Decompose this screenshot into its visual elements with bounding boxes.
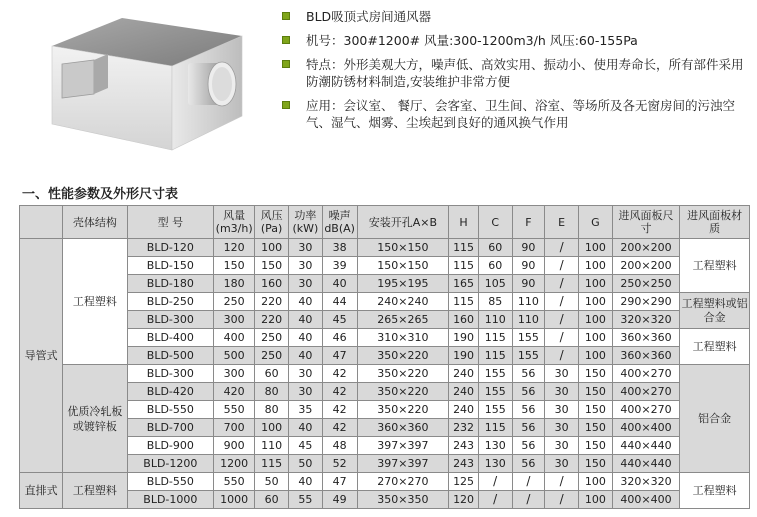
table-cell: 240 [449, 365, 479, 383]
table-cell: 320×320 [612, 473, 680, 491]
table-row [20, 311, 750, 329]
table-cell: 110 [255, 437, 289, 455]
table-row [20, 455, 750, 473]
table-cell: 85 [478, 293, 512, 311]
table-cell: 243 [449, 455, 479, 473]
table-cell: 100 [579, 491, 613, 509]
table-cell: 550 [214, 473, 255, 491]
table-cell: 30 [288, 275, 322, 293]
table-cell: 350×220 [357, 383, 449, 401]
table-cell: BLD-400 [127, 329, 214, 347]
table-cell: 160 [449, 311, 479, 329]
table-cell: 56 [512, 401, 545, 419]
table-row [20, 275, 750, 293]
table-cell: 130 [478, 437, 512, 455]
table-cell: 155 [478, 365, 512, 383]
table-cell: / [545, 329, 579, 347]
table-cell: 40 [288, 293, 322, 311]
table-cell: 195×195 [357, 275, 449, 293]
header-pressure: 风压(Pa) [255, 206, 289, 239]
table-cell: 50 [255, 473, 289, 491]
table-cell: 46 [322, 329, 357, 347]
table-row [20, 329, 750, 347]
table-cell: 115 [255, 455, 289, 473]
table-cell: 40 [288, 473, 322, 491]
material-b: 工程塑料或铝合金 [680, 293, 750, 329]
table-cell: 56 [512, 419, 545, 437]
table-cell: 90 [512, 239, 545, 257]
table-cell: 40 [288, 329, 322, 347]
table-cell: 155 [512, 329, 545, 347]
table-cell: 100 [579, 473, 613, 491]
table-cell: 100 [579, 329, 613, 347]
header-g: G [579, 206, 613, 239]
table-cell: 150 [579, 455, 613, 473]
feature-text: 应用：会议室、 餐厅、会客室、卫生间、浴室、等场所及各无窗房间的污浊空气、湿气、烟雾、尘埃起到良好的通风换气作用 [306, 98, 735, 130]
bullet-icon [282, 36, 290, 44]
table-row [20, 257, 750, 275]
table-cell: 115 [478, 419, 512, 437]
table-cell: / [512, 491, 545, 509]
table-row [20, 401, 750, 419]
table-cell: 100 [579, 275, 613, 293]
header-inlet-size: 进风面板尺 寸 [612, 206, 680, 239]
table-cell: BLD-300 [127, 365, 214, 383]
table-cell: 115 [478, 329, 512, 347]
table-row [20, 293, 750, 311]
header-e: E [545, 206, 579, 239]
section-title: 一、性能参数及外形尺寸表 [22, 187, 179, 202]
feature-item [282, 97, 752, 131]
table-row [20, 383, 750, 401]
table-cell: 300 [214, 311, 255, 329]
table-cell: 350×350 [357, 491, 449, 509]
table-cell: 100 [579, 239, 613, 257]
table-cell: 115 [478, 347, 512, 365]
table-cell: 550 [214, 401, 255, 419]
feature-item [282, 56, 752, 90]
table-cell: 240 [449, 383, 479, 401]
table-cell: 30 [288, 383, 322, 401]
header-c: C [478, 206, 512, 239]
bullet-icon [282, 12, 290, 20]
table-cell: 90 [512, 257, 545, 275]
table-row [20, 491, 750, 509]
group-duct: 导管式 [20, 239, 63, 473]
table-cell: 220 [255, 293, 289, 311]
shell-cold-rolled-steel: 优质冷轧板或镀锌板 [63, 365, 127, 473]
table-cell: BLD-1000 [127, 491, 214, 509]
table-cell: 120 [214, 239, 255, 257]
table-cell: 56 [512, 437, 545, 455]
header-model: 型 号 [127, 206, 214, 239]
table-cell: 55 [288, 491, 322, 509]
spec-table [19, 205, 750, 509]
table-cell: 44 [322, 293, 357, 311]
table-cell: 150 [579, 383, 613, 401]
table-cell: / [545, 473, 579, 491]
table-cell: 35 [288, 401, 322, 419]
table-cell: 30 [288, 365, 322, 383]
table-cell: BLD-420 [127, 383, 214, 401]
table-cell: 30 [288, 239, 322, 257]
table-cell: 440×440 [612, 437, 680, 455]
table-cell: 100 [579, 293, 613, 311]
table-cell: 125 [449, 473, 479, 491]
table-cell: 240 [449, 401, 479, 419]
table-cell: 110 [512, 311, 545, 329]
table-header-row [20, 206, 750, 239]
table-cell: 100 [255, 239, 289, 257]
table-cell: 130 [478, 455, 512, 473]
table-cell: 40 [288, 419, 322, 437]
header-h: H [449, 206, 479, 239]
table-cell: 150 [255, 257, 289, 275]
table-cell: 265×265 [357, 311, 449, 329]
table-cell: 30 [545, 437, 579, 455]
material-d: 铝合金 [680, 365, 750, 473]
header-power: 功率(kW) [288, 206, 322, 239]
table-cell: 250 [214, 293, 255, 311]
table-cell: 49 [322, 491, 357, 509]
table-cell: 60 [255, 365, 289, 383]
table-cell: 150 [579, 437, 613, 455]
table-cell: 150×150 [357, 239, 449, 257]
table-cell: 300 [214, 365, 255, 383]
table-row [20, 365, 750, 383]
table-cell: 30 [545, 383, 579, 401]
feature-text: 特点：外形美观大方，噪声低、高效实用、振动小、使用寿命长，所有部件采用防潮防锈材料制造,安装维护非常方便 [306, 57, 744, 89]
table-cell: 45 [322, 311, 357, 329]
table-cell: 420 [214, 383, 255, 401]
table-cell: 180 [214, 275, 255, 293]
table-cell: 52 [322, 455, 357, 473]
table-cell: 220 [255, 311, 289, 329]
table-cell: 320×320 [612, 311, 680, 329]
table-cell: 350×220 [357, 401, 449, 419]
table-cell: 440×440 [612, 455, 680, 473]
table-cell: / [478, 491, 512, 509]
table-cell: 105 [478, 275, 512, 293]
table-cell: 397×397 [357, 437, 449, 455]
bullet-icon [282, 101, 290, 109]
table-cell: 100 [579, 311, 613, 329]
table-cell: 397×397 [357, 455, 449, 473]
table-cell: 30 [545, 365, 579, 383]
table-cell: 700 [214, 419, 255, 437]
table-cell: 80 [255, 383, 289, 401]
table-cell: / [545, 347, 579, 365]
table-cell: 40 [288, 311, 322, 329]
table-cell: BLD-150 [127, 257, 214, 275]
table-cell: 38 [322, 239, 357, 257]
table-cell: 115 [449, 239, 479, 257]
table-cell: 115 [449, 257, 479, 275]
table-cell: 400×270 [612, 401, 680, 419]
table-cell: 400×270 [612, 365, 680, 383]
table-cell: 250 [255, 329, 289, 347]
table-cell: 400 [214, 329, 255, 347]
header-noise: 噪声dB(A) [322, 206, 357, 239]
table-cell: 310×310 [357, 329, 449, 347]
table-cell: 30 [545, 401, 579, 419]
table-cell: BLD-120 [127, 239, 214, 257]
table-cell: 56 [512, 365, 545, 383]
table-cell: / [545, 257, 579, 275]
table-cell: BLD-500 [127, 347, 214, 365]
table-cell: 250 [255, 347, 289, 365]
table-cell: 360×360 [612, 329, 680, 347]
feature-item [282, 8, 752, 25]
table-cell: 56 [512, 455, 545, 473]
table-cell: / [545, 275, 579, 293]
table-cell: 110 [478, 311, 512, 329]
feature-item [282, 32, 752, 49]
table-row [20, 437, 750, 455]
table-cell: / [545, 293, 579, 311]
table-cell: BLD-550 [127, 473, 214, 491]
table-cell: BLD-180 [127, 275, 214, 293]
product-image [22, 8, 260, 158]
header-airflow: 风量(m3/h) [214, 206, 255, 239]
table-cell: 80 [255, 401, 289, 419]
table-cell: 1200 [214, 455, 255, 473]
table-cell: 120 [449, 491, 479, 509]
material-c: 工程塑料 [680, 329, 750, 365]
table-cell: 350×220 [357, 347, 449, 365]
table-cell: 240×240 [357, 293, 449, 311]
table-cell: 42 [322, 419, 357, 437]
table-cell: 30 [288, 257, 322, 275]
table-cell: BLD-700 [127, 419, 214, 437]
table-row [20, 473, 750, 491]
table-cell: 1000 [214, 491, 255, 509]
table-cell: 400×400 [612, 491, 680, 509]
table-cell: 200×200 [612, 257, 680, 275]
table-cell: / [512, 473, 545, 491]
table-cell: 39 [322, 257, 357, 275]
table-cell: 56 [512, 383, 545, 401]
header-shell: 壳体结构 [63, 206, 127, 239]
table-cell: 40 [288, 347, 322, 365]
table-row [20, 419, 750, 437]
table-cell: 150 [579, 419, 613, 437]
table-cell: BLD-900 [127, 437, 214, 455]
table-row [20, 239, 750, 257]
table-cell: 290×290 [612, 293, 680, 311]
table-cell: / [545, 311, 579, 329]
table-cell: 155 [478, 383, 512, 401]
table-cell: / [545, 239, 579, 257]
header-empty [20, 206, 63, 239]
feature-text: 机号：300#1200# 风量:300-1200m3/h 风压:60-155Pa [306, 33, 638, 48]
table-cell: 100 [579, 347, 613, 365]
shell-engineering-plastic: 工程塑料 [63, 239, 127, 365]
feature-list [282, 8, 752, 138]
group-direct: 直排式 [20, 473, 63, 509]
table-cell: 48 [322, 437, 357, 455]
table-cell: 45 [288, 437, 322, 455]
table-cell: 270×270 [357, 473, 449, 491]
table-cell: 110 [512, 293, 545, 311]
table-cell: 47 [322, 473, 357, 491]
table-cell: 150 [579, 365, 613, 383]
table-cell: 360×360 [357, 419, 449, 437]
table-cell: 500 [214, 347, 255, 365]
table-cell: 42 [322, 365, 357, 383]
table-cell: 155 [478, 401, 512, 419]
table-cell: 155 [512, 347, 545, 365]
table-cell: BLD-250 [127, 293, 214, 311]
table-cell: 60 [255, 491, 289, 509]
table-cell: 47 [322, 347, 357, 365]
feature-text: BLD吸顶式房间通风器 [306, 9, 432, 24]
table-cell: 400×400 [612, 419, 680, 437]
header-inlet-material: 进风面板材 质 [680, 206, 750, 239]
table-cell: 150 [214, 257, 255, 275]
table-cell: BLD-1200 [127, 455, 214, 473]
table-cell: 60 [478, 257, 512, 275]
table-cell: BLD-550 [127, 401, 214, 419]
table-cell: 243 [449, 437, 479, 455]
table-cell: 350×220 [357, 365, 449, 383]
table-cell: 232 [449, 419, 479, 437]
material-e: 工程塑料 [680, 473, 750, 509]
table-cell: 190 [449, 347, 479, 365]
table-cell: 60 [478, 239, 512, 257]
table-cell: 40 [322, 275, 357, 293]
table-cell: 100 [579, 257, 613, 275]
table-row [20, 347, 750, 365]
table-cell: / [478, 473, 512, 491]
table-cell: 165 [449, 275, 479, 293]
table-cell: 42 [322, 401, 357, 419]
table-cell: 150×150 [357, 257, 449, 275]
table-cell: 250×250 [612, 275, 680, 293]
header-f: F [512, 206, 545, 239]
table-cell: / [545, 491, 579, 509]
table-cell: 115 [449, 293, 479, 311]
table-cell: 30 [545, 455, 579, 473]
table-cell: 90 [512, 275, 545, 293]
shell-direct: 工程塑料 [63, 473, 127, 509]
table-cell: 190 [449, 329, 479, 347]
table-cell: 42 [322, 383, 357, 401]
table-cell: 400×270 [612, 383, 680, 401]
table-cell: 30 [545, 419, 579, 437]
table-cell: 900 [214, 437, 255, 455]
table-cell: BLD-300 [127, 311, 214, 329]
table-cell: 360×360 [612, 347, 680, 365]
table-cell: 200×200 [612, 239, 680, 257]
table-cell: 100 [255, 419, 289, 437]
material-a: 工程塑料 [680, 239, 750, 293]
header-opening: 安装开孔A×B [357, 206, 449, 239]
table-cell: 150 [579, 401, 613, 419]
table-cell: 160 [255, 275, 289, 293]
bullet-icon [282, 60, 290, 68]
table-cell: 50 [288, 455, 322, 473]
